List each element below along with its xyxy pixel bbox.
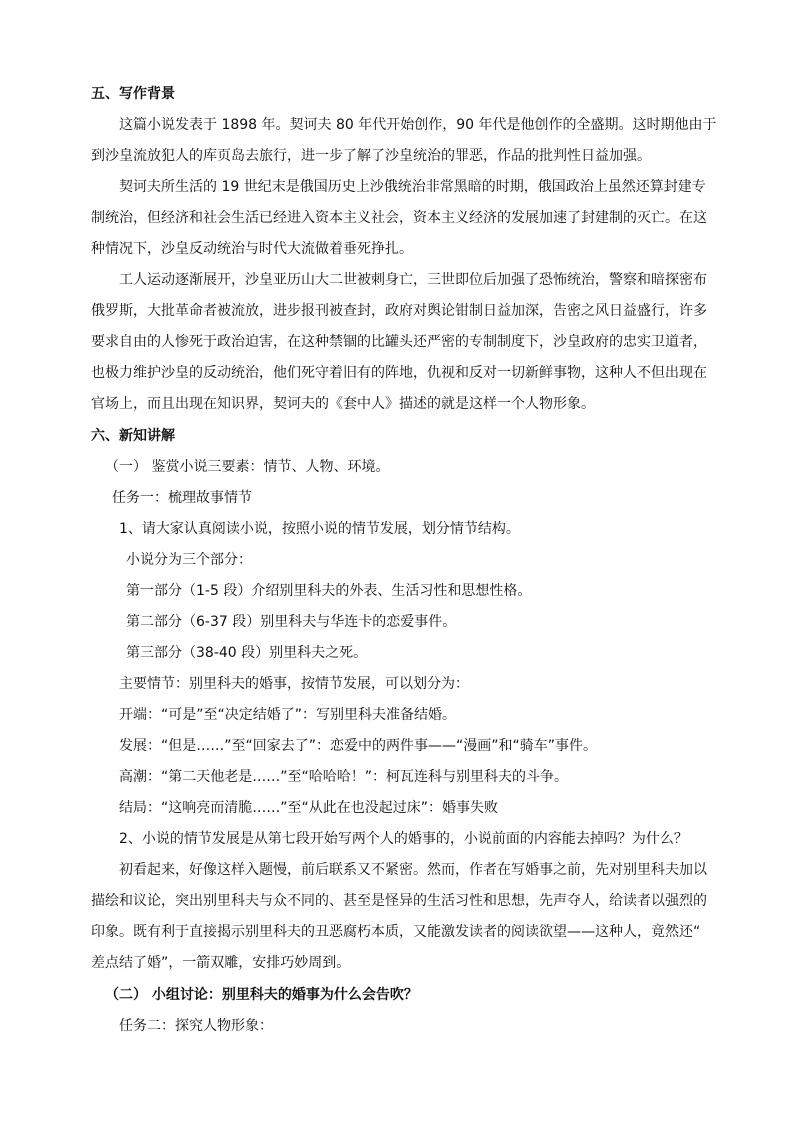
paragraph-line: 描绘和议论，突出别里科夫与众不同的、甚至是怪异的生活习性和思想，先声夺人，给读者以强烈的 (91, 893, 707, 909)
paragraph-line: 也极力维护沙皇的反动统治，他们死守着旧有的阵地，仇视和反对一切新鲜事物，这种人不但出现在 (91, 365, 707, 381)
section-heading-background: 五、写作背景 (91, 86, 175, 102)
list-item: 开端：“可是”至“决定结婚了”：写别里科夫准备结婚。 (119, 707, 457, 723)
question: 1、请大家认真阅读小说，按照小说的情节发展，划分情节结构。 (119, 521, 520, 537)
paragraph-line: 到沙皇流放犯人的库页岛去旅行，进一步了解了沙皇统治的罪恶，作品的批判性日益加强。 (91, 148, 651, 164)
list-item: 第三部分（38-40 段）别里科夫之死。 (126, 645, 368, 661)
paragraph-line: 印象。既有利于直接揭示别里科夫的丑恶腐朽本质，又能激发读者的阅读欲望——这种人，竟然还“ (91, 924, 701, 940)
paragraph-line: 要求自由的人惨死于政治迫害，在这种禁锢的比罐头还严密的专制制度下，沙皇政府的忠实卫道者， (91, 334, 707, 350)
list-item: 第一部分（1-5 段）介绍别里科夫的外表、生活习性和思想性格。 (126, 583, 532, 599)
paragraph-line: 差点结了婚”，一箭双雕，安排巧妙周到。 (91, 955, 351, 971)
paragraph-line: 初看起来，好像这样入题慢，前后联系又不紧密。然而，作者在写婚事之前，先对别里科夫加以 (119, 862, 707, 878)
paragraph-line: 主要情节：别里科夫的婚事，按情节发展，可以划分为： (119, 676, 469, 692)
paragraph-line: 契诃夫所生活的 19 世纪末是俄国历史上沙俄统治非常黑暗的时期，俄国政治上虽然还算封建专 (119, 179, 706, 195)
paragraph-line: 官场上，而且出现在知识界，契诃夫的《套中人》描述的就是这样一个人物形象。 (91, 396, 595, 412)
list-item: 发展：“但是……”至“回家去了”：恋爱中的两件事——“漫画”和“骑车”事件。 (119, 738, 598, 754)
list-item: 第二部分（6-37 段）别里科夫与华连卡的恋爱事件。 (126, 614, 457, 630)
subheading: （二） 小组讨论：别里科夫的婚事为什么会告吹？ (105, 987, 418, 1003)
paragraph-line: 这篇小说发表于 1898 年。契诃夫 80 年代开始创作，90 年代是他创作的全盛期。这时期他由于 (119, 117, 717, 133)
section-heading-new-knowledge: 六、新知讲解 (91, 428, 175, 444)
paragraph-line: 小说分为三个部分： (126, 552, 252, 568)
paragraph-line: 制统治，但经济和社会生活已经进入资本主义社会，资本主义经济的发展加速了封建制的灭亡。在这 (91, 210, 707, 226)
paragraph-line: 种情况下，沙皇反动统治与时代大流做着垂死挣扎。 (91, 241, 413, 257)
task-heading: 任务一：梳理故事情节 (112, 490, 252, 506)
paragraph-line: 俄罗斯，大批革命者被流放，进步报刊被查封，政府对舆论钳制日益加深，告密之风日益盛行，许多 (91, 303, 707, 319)
subheading: （一） 鉴赏小说三要素：情节、人物、环境。 (105, 459, 390, 475)
list-item: 高潮：“第二天他老是……”至“哈哈哈！”：柯瓦连科与别里科夫的斗争。 (119, 769, 569, 785)
task-heading: 任务二：探究人物形象： (119, 1018, 273, 1034)
question: 2、小说的情节发展是从第七段开始写两个人的婚事的，小说前面的内容能去掉吗？为什么？ (119, 831, 688, 847)
paragraph-line: 工人运动逐渐展开，沙皇亚历山大二世被刺身亡，三世即位后加强了恐怖统治，警察和暗探密布 (119, 272, 707, 288)
list-item: 结局：“这响亮而清脆……”至“从此在也没起过床”：婚事失败 (119, 800, 499, 816)
